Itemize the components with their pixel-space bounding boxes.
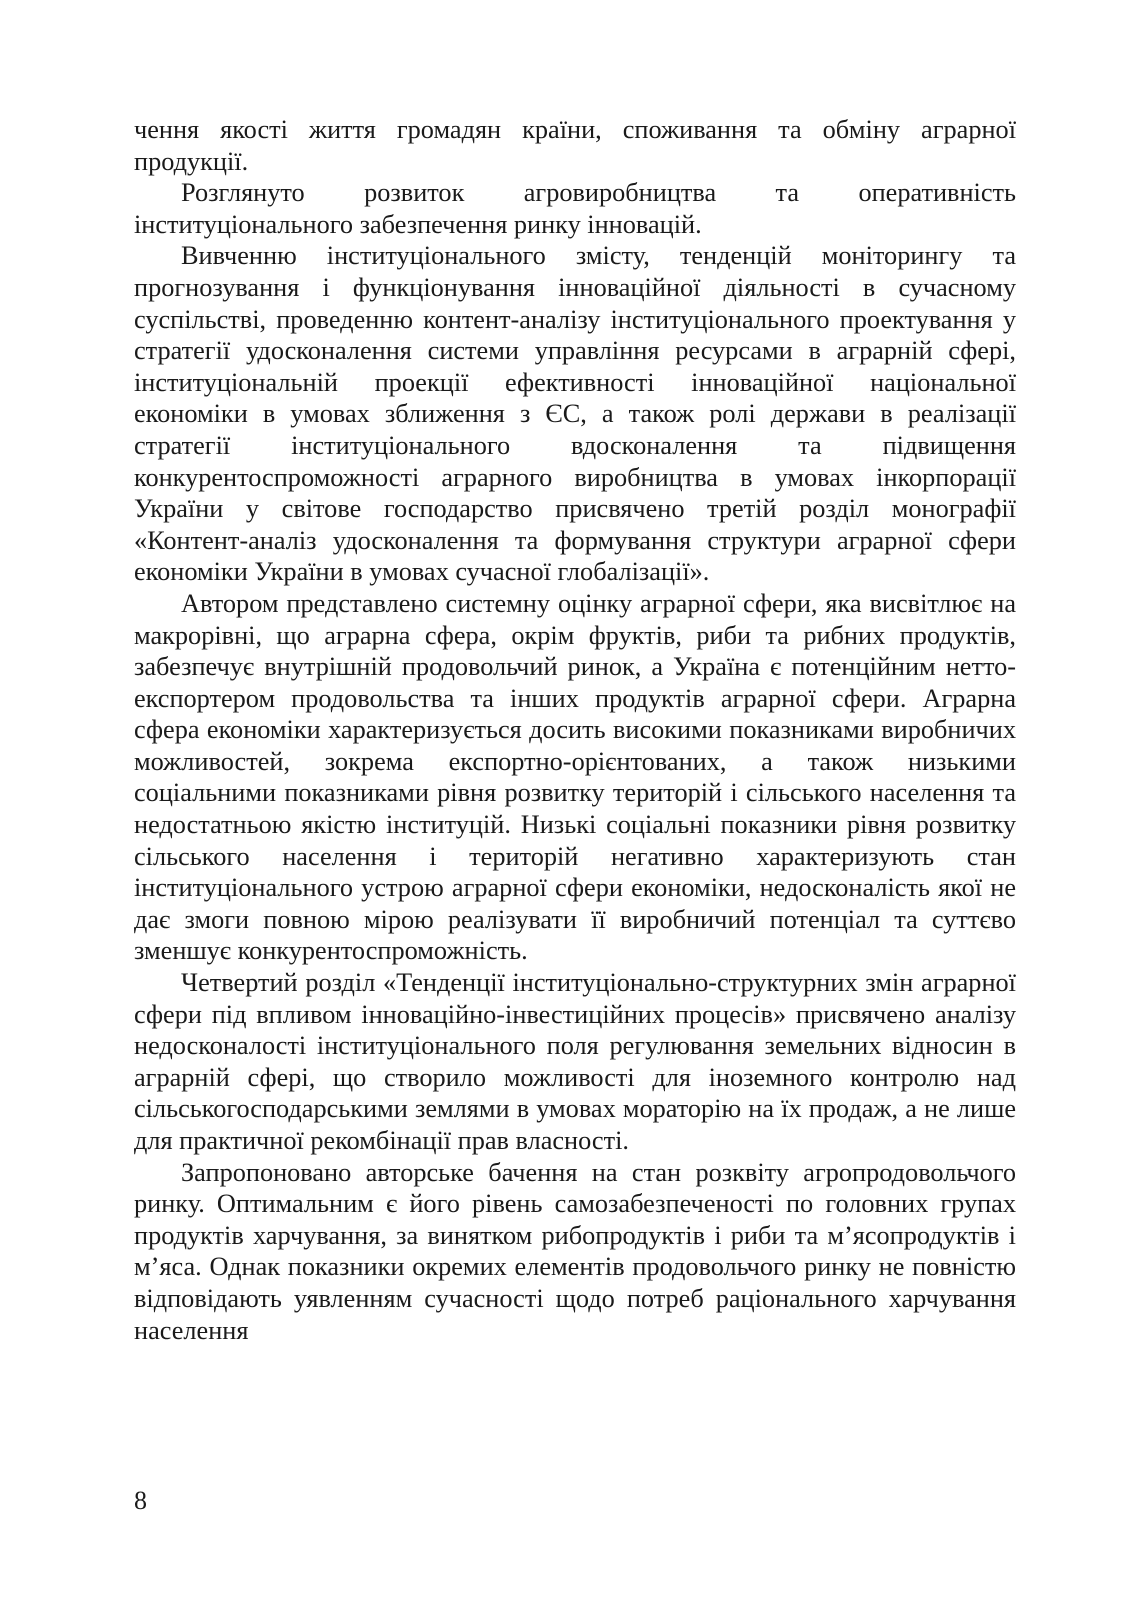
paragraph: Розглянуто розвиток агровиробництва та оперативність інституціонального забезпечення ринку інновацій. [134, 178, 1016, 239]
paragraph: Четвертий розділ «Тенденції інституціонально-структурних змін аграрної сфери під впливом інноваційно-інвестиційних процесів» присвячено аналізу недосконалості інституціонального поля регулювання земельних відносин в аграрній сфері, що створило можливості для іноземного контролю над сільськогосподарськими землями в умовах мораторію на їх продаж, а не лише для практичної рекомбінації прав власності. [134, 968, 1016, 1155]
paragraph: Автором представлено системну оцінку аграрної сфери, яка висвітлює на макрорівні, що аграрна сфера, окрім фруктів, риби та рибних продуктів, забезпечує внутрішній продовольчий ринок, а Україна є потенційним нетто-експортером продовольства та інших продуктів аграрної сфери. Аграрна сфера економіки характеризується досить високими показниками виробничих можливостей, зокрема експортно-орієнтованих, а також низькими соціальними показниками рівня розвитку територій і сільського населення та недостатньою якістю інституцій. Низькі соціальні показники рівня розвитку сільського населення і територій негативно характеризують стан інституціонального устрою аграрної сфери економіки, недосконалість якої не дає змоги повною мірою реалізувати її виробничий потенціал та суттєво зменшує конкурентоспроможність. [134, 588, 1016, 966]
paragraph: Вивченню інституціонального змісту, тенденцій моніторингу та прогнозування і функціонування інноваційної діяльності в сучасному суспільстві, проведенню контент-аналізу інституціонального проектування у стратегії удосконалення системи управління ресурсами в аграрній сфері, інституціональній проекції ефективності інноваційної національної економіки в умовах зближення з ЄС, а також ролі держави в реалізації стратегії інституціонального вдосконалення та підвищення конкурентоспроможності аграрного виробництва в умовах інкорпорації України у світове господарство присвячено третій розділ монографії «Контент-аналіз удосконалення та формування структури аграрної сфери економіки України в умовах сучасної глобалізації». [134, 241, 1016, 587]
body-text [134, 114, 1016, 1346]
paragraph-continuation: чення якості життя громадян країни, споживання та обміну аграрної продукції. [134, 115, 1016, 176]
page-number: 8 [134, 1486, 147, 1515]
paragraph: Запропоновано авторське бачення на стан розквіту агропродовольчого ринку. Оптимальним є його рівень самозабезпеченості по головних групах продуктів харчування, за винятком рибопродуктів і риби та м’ясопродуктів і м’яса. Однак показники окремих елементів продовольчого ринку не повністю відповідають уявленням сучасності щодо потреб раціонального харчування населення [134, 1157, 1016, 1345]
